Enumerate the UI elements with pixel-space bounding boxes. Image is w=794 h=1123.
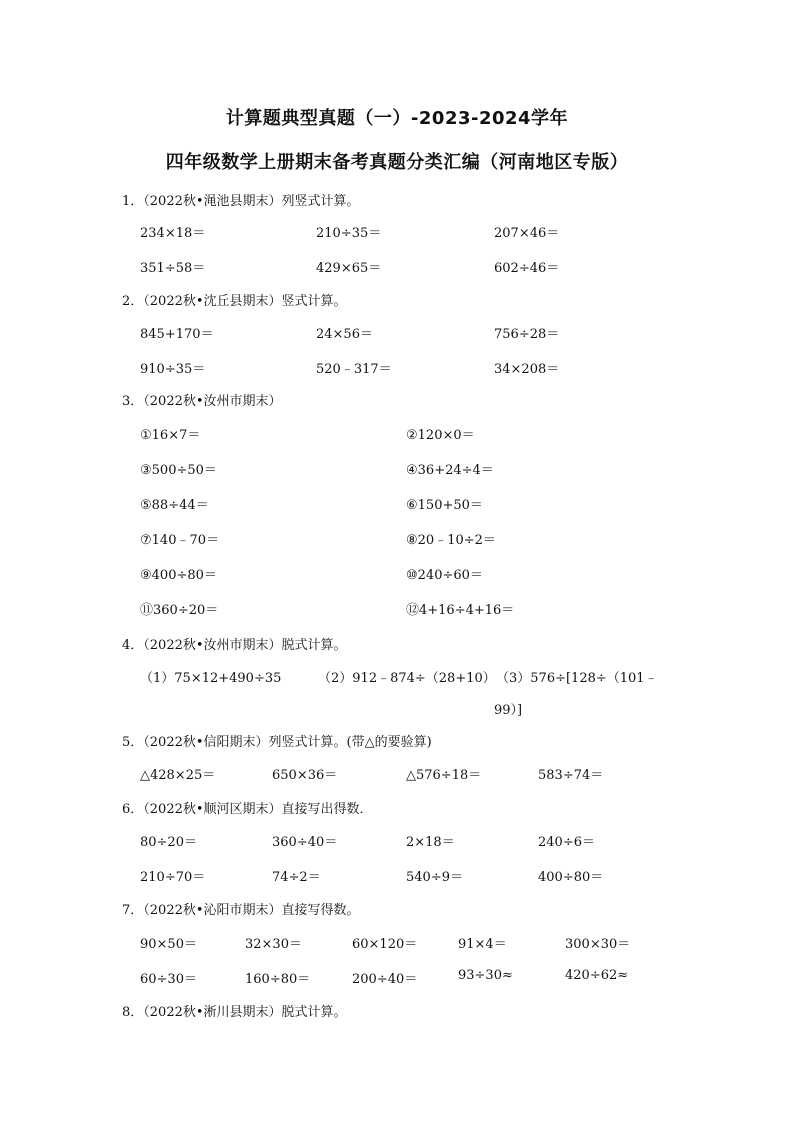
q7-item-6: 60÷30＝ [140, 972, 197, 987]
q1-item-2: 210÷35＝ [316, 226, 382, 241]
q7-item-1: 90×50＝ [140, 937, 197, 952]
q6-item-6: 74÷2＝ [272, 870, 321, 885]
q4-item-3-continued: 99）] [494, 703, 523, 718]
q7-item-4: 91×4＝ [458, 937, 507, 952]
q2-item-1: 845+170＝ [140, 327, 214, 342]
q6-item-8: 400÷80＝ [538, 870, 604, 885]
q5-item-3: △576÷18＝ [406, 768, 482, 783]
q1-item-6: 602÷46＝ [494, 261, 560, 276]
q3-item-12: ⑫4+16÷4+16＝ [406, 603, 515, 618]
q5-item-1: △428×25＝ [140, 768, 216, 783]
q3-item-6: ⑥150+50＝ [406, 498, 483, 513]
q3-item-5: ⑤88÷44＝ [140, 498, 209, 513]
q1-item-5: 429×65＝ [316, 261, 382, 276]
q2-item-6: 34×208＝ [494, 362, 560, 377]
q6-item-5: 210÷70＝ [140, 870, 206, 885]
question-4-header: 4．（2022秋•汝州市期末）脱式计算。 [122, 638, 347, 653]
q6-item-1: 80÷20＝ [140, 835, 197, 850]
q3-item-3: ③500÷50＝ [140, 463, 217, 478]
question-8-header: 8．（2022秋•淅川县期末）脱式计算。 [122, 1005, 347, 1020]
question-2-header: 2．（2022秋•沈丘县期末）竖式计算。 [122, 294, 347, 309]
q1-item-4: 351÷58＝ [140, 261, 206, 276]
q6-item-2: 360÷40＝ [272, 835, 338, 850]
document-title-line1: 计算题典型真题（一）-2023-2024学年 [225, 108, 569, 129]
q7-item-7: 160÷80＝ [245, 972, 311, 987]
q7-item-9: 93÷30≈ [458, 968, 513, 983]
q7-item-3: 60×120＝ [352, 937, 418, 952]
q6-item-4: 240÷6＝ [538, 835, 595, 850]
question-5-header: 5．（2022秋•信阳期末）列竖式计算。(带△的要验算) [122, 735, 432, 750]
question-6-header: 6．（2022秋•顺河区期末）直接写出得数． [122, 802, 373, 817]
q6-item-7: 540÷9＝ [406, 870, 463, 885]
q7-item-10: 420÷62≈ [565, 968, 629, 983]
document-title-line2: 四年级数学上册期末备考真题分类汇编（河南地区专版） [165, 152, 629, 173]
q2-item-4: 910÷35＝ [140, 362, 206, 377]
q2-item-5: 520﹣317＝ [316, 362, 392, 377]
q3-item-2: ②120×0＝ [406, 428, 475, 443]
q7-item-8: 200÷40＝ [352, 972, 418, 987]
question-3-header: 3．（2022秋•汝州市期末） [122, 394, 282, 409]
q3-item-8: ⑧20﹣10÷2＝ [406, 533, 496, 548]
q4-item-2: （2）912﹣874÷（28+10） [318, 671, 496, 686]
q2-item-2: 24×56＝ [316, 327, 373, 342]
q2-item-3: 756÷28＝ [494, 327, 560, 342]
q3-item-9: ⑨400÷80＝ [140, 568, 217, 583]
q5-item-2: 650×36＝ [272, 768, 338, 783]
q3-item-1: ①16×7＝ [140, 428, 201, 443]
q3-item-10: ⑩240÷60＝ [406, 568, 483, 583]
q3-item-11: ⑪360÷20＝ [140, 603, 219, 618]
q3-item-4: ④36+24÷4＝ [406, 463, 494, 478]
q7-item-2: 32×30＝ [245, 937, 302, 952]
question-1-header: 1．（2022秋•渑池县期末）列竖式计算。 [122, 194, 360, 209]
q3-item-7: ⑦140﹣70＝ [140, 533, 220, 548]
q4-item-3: （3）576÷[128÷（101﹣ [496, 671, 658, 686]
question-7-header: 7．（2022秋•沁阳市期末）直接写得数。 [122, 903, 360, 918]
q1-item-3: 207×46＝ [494, 226, 560, 241]
q1-item-1: 234×18＝ [140, 226, 206, 241]
q4-item-1: （1）75×12+490÷35 [140, 671, 282, 686]
q7-item-5: 300×30＝ [565, 937, 631, 952]
q6-item-3: 2×18＝ [406, 835, 455, 850]
q5-item-4: 583÷74＝ [538, 768, 604, 783]
